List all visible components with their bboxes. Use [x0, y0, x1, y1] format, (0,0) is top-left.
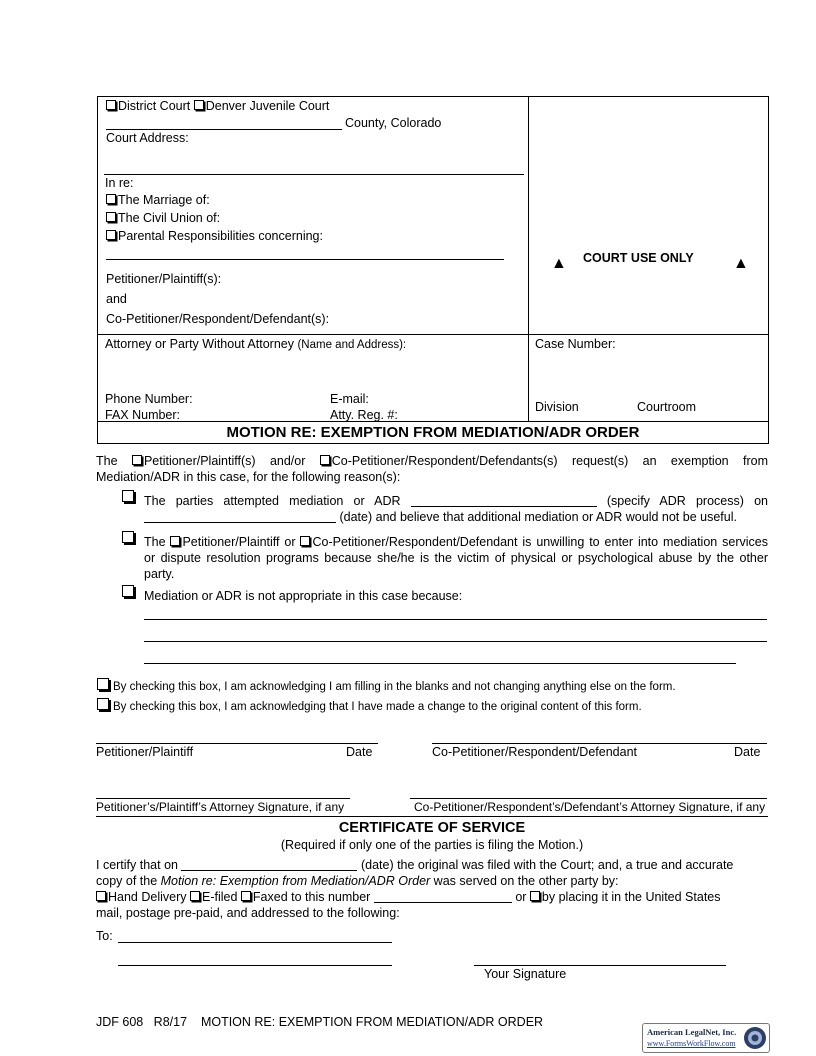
reason3-checkbox[interactable] [122, 585, 134, 597]
cert-line-1: I certify that on (date) the original was filed with the Court; and, a true and accurate [96, 858, 734, 872]
your-signature-label: Your Signature [484, 967, 567, 981]
ack-1: By checking this box, I am acknowledging I am filling in the blanks and not changing anything else on the form. [97, 678, 676, 693]
pet-attorney-signature-line[interactable] [96, 798, 350, 799]
and-label: and [106, 292, 127, 306]
court-address-blank[interactable] [104, 174, 524, 175]
co-attorney-signature-line[interactable] [410, 798, 767, 799]
certificate-subtitle: (Required if only one of the parties is filing the Motion.) [280, 838, 584, 852]
mail-checkbox[interactable] [530, 891, 540, 901]
petitioner-sig-label: Petitioner/Plaintiff [96, 745, 194, 759]
email-label: E-mail: [330, 392, 369, 406]
section-divider [96, 816, 768, 817]
cert-line-4: mail, postage pre-paid, and addressed to the following: [96, 906, 400, 920]
ack-2-checkbox[interactable] [97, 698, 109, 710]
cert-line-3: Hand Delivery E-filed Faxed to this number or by placing it in the United States [96, 890, 768, 904]
parental-option: Parental Responsibilities concerning: [106, 229, 323, 243]
civil-union-option: The Civil Union of: [106, 211, 220, 225]
pet-attorney-sig-label: Petitioner’s/Plaintiff’s Attorney Signature, if any [96, 800, 345, 814]
reason2-text: The Petitioner/Plaintiff or Co-Petitioner/Respondent/Defendant is unwilling to enter into mediation services or dispute resolution programs because she/he is the victim of physical or psychological abuse by the other party. [144, 535, 768, 581]
fax-label: FAX Number: [105, 408, 181, 422]
in-re-label: In re: [105, 176, 134, 190]
reason1-text: The parties attempted mediation or ADR (specify ADR process) on (date) and believe that additional mediation or ADR would not be useful. [144, 494, 768, 524]
efiled-checkbox[interactable] [190, 891, 200, 901]
reason2-checkbox-wrap [122, 531, 138, 546]
marriage-checkbox[interactable] [106, 194, 116, 204]
reason2-petitioner-checkbox[interactable] [170, 536, 180, 546]
address-blank[interactable] [118, 942, 392, 943]
co-petitioner-signature-line[interactable] [432, 743, 767, 744]
parental-checkbox[interactable] [106, 230, 116, 240]
triangle-icon: ▲ [551, 255, 567, 272]
marriage-option: The Marriage of: [106, 193, 210, 207]
cert-line-2: copy of the Motion re: Exemption from Mediation/ADR Order was served on the other party by: [96, 874, 619, 888]
intro-paragraph: The Petitioner/Plaintiff(s) and/or Co-Petitioner/Respondent/Defendants(s) request(s) an exemption from Mediation/ADR in this case, for the following reason(s): [96, 454, 768, 484]
reason-blank-line[interactable] [144, 619, 767, 620]
reason1-checkbox[interactable] [122, 490, 134, 502]
courtroom-label: Courtroom [637, 400, 697, 414]
form-title: MOTION RE: EXEMPTION FROM MEDIATION/ADR ORDER [226, 424, 640, 441]
your-signature-line[interactable] [474, 965, 726, 966]
hand-delivery-checkbox[interactable] [96, 891, 106, 901]
address-blank[interactable] [118, 965, 392, 966]
fax-number-blank[interactable] [374, 891, 512, 903]
case-number-label: Case Number: [535, 337, 616, 351]
co-attorney-sig-label: Co-Petitioner/Respondent’s/Defendant’s Attorney Signature, if any [414, 800, 766, 814]
reason-blank-line[interactable] [144, 663, 736, 664]
reason2-checkbox[interactable] [122, 531, 134, 543]
co-petitioner-label: Co-Petitioner/Respondent/Defendant(s): [106, 312, 330, 326]
denver-juvenile-checkbox[interactable] [194, 100, 204, 110]
footer-form-id: JDF 608 R8/17 MOTION RE: EXEMPTION FROM MEDIATION/ADR ORDER [96, 1015, 544, 1029]
atty-reg-label: Atty. Reg. #: [330, 408, 398, 422]
logo-company: American LegalNet, Inc. [647, 1027, 737, 1037]
county-blank[interactable] [106, 129, 342, 130]
ack-2: By checking this box, I am acknowledging that I have made a change to the original content of this form. [97, 698, 642, 713]
court-address-label: Court Address: [106, 131, 189, 145]
to-label: To: [96, 929, 113, 943]
phone-label: Phone Number: [105, 392, 193, 406]
division-label: Division [535, 400, 579, 414]
logo-box [642, 1023, 770, 1053]
court-options: District Court Denver Juvenile Court [106, 99, 329, 113]
triangle-icon: ▲ [733, 255, 749, 272]
reason3-checkbox-wrap [122, 585, 138, 600]
faxed-checkbox[interactable] [241, 891, 251, 901]
reason3-text: Mediation or ADR is not appropriate in this case because: [144, 589, 463, 603]
civil-union-checkbox[interactable] [106, 212, 116, 222]
logo-url[interactable]: www.FormsWorkFlow.com [647, 1039, 736, 1048]
date-label: Date [346, 745, 373, 759]
reason-blank-line[interactable] [144, 641, 767, 642]
petitioner-signature-line[interactable] [96, 743, 378, 744]
court-use-only: COURT USE ONLY [583, 251, 694, 265]
caption-box [97, 96, 769, 444]
co-petitioner-sig-label: Co-Petitioner/Respondent/Defendant [432, 745, 637, 759]
petitioner-label: Petitioner/Plaintiff(s): [106, 272, 222, 286]
reason1-checkbox-wrap [122, 490, 138, 505]
filing-date-blank[interactable] [181, 859, 357, 871]
petitioner-request-checkbox[interactable] [132, 455, 142, 465]
adr-date-blank[interactable] [144, 511, 336, 523]
adr-process-blank[interactable] [411, 495, 597, 507]
parties-blank[interactable] [106, 259, 504, 260]
attorney-label: Attorney or Party Without Attorney (Name and Address): [105, 337, 407, 351]
date-label: Date [734, 745, 761, 759]
caption-divider [528, 97, 529, 421]
co-petitioner-request-checkbox[interactable] [320, 455, 330, 465]
caption-rule [97, 421, 769, 422]
logo-icon [743, 1026, 767, 1050]
county-label: County, Colorado [345, 116, 442, 130]
ack-1-checkbox[interactable] [97, 678, 109, 690]
caption-rule [97, 334, 769, 335]
reason2-co-petitioner-checkbox[interactable] [300, 536, 310, 546]
certificate-title: CERTIFICATE OF SERVICE [338, 820, 526, 836]
district-court-checkbox[interactable] [106, 100, 116, 110]
